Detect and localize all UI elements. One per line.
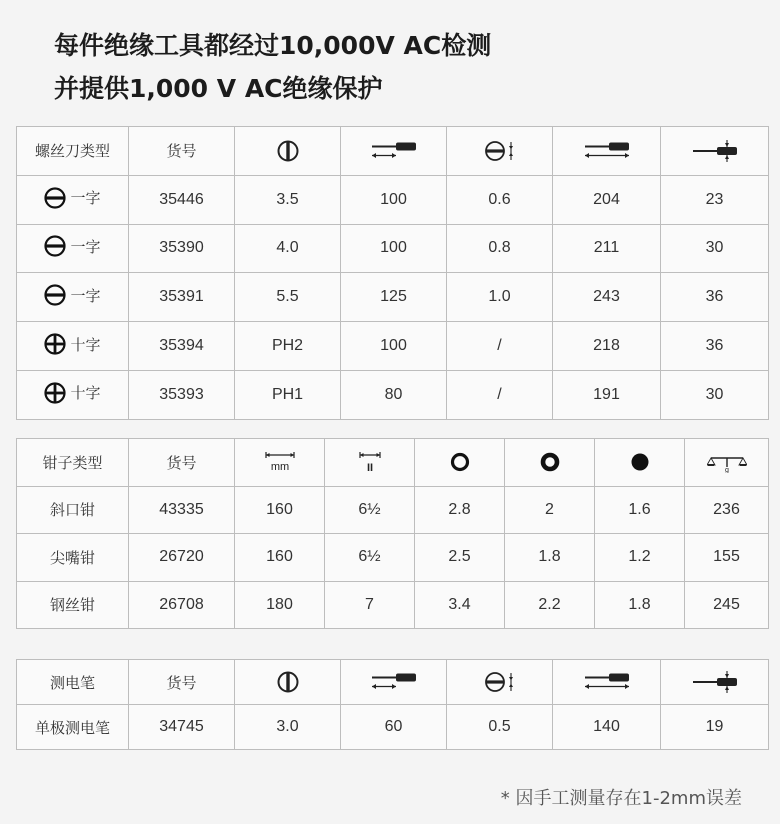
length-mm-header [235, 439, 325, 487]
tip-size-cell: 5.5 [235, 273, 341, 322]
blade-length-cell: 100 [341, 322, 447, 371]
screwdriver-type-cell [17, 224, 129, 273]
filled-circle-icon [629, 451, 651, 473]
handle-diameter-cell: 23 [661, 175, 769, 224]
blade-length-icon [370, 141, 418, 161]
length-mm-cell: 180 [235, 581, 325, 629]
tip-thickness-header [447, 127, 553, 176]
large-circle-cell: 2.8 [415, 486, 505, 534]
large-circle-icon [449, 451, 471, 473]
slotted-screwdriver-icon [44, 284, 66, 306]
tip-size-cell: PH2 [235, 322, 341, 371]
phillips-screwdriver-icon [44, 382, 66, 404]
item-number-header: 货号 [129, 660, 235, 705]
table-header-row [17, 660, 769, 705]
handle-diameter-cell: 30 [661, 370, 769, 419]
tip-thickness-cell: 0.6 [447, 175, 553, 224]
screwdriver-type-cell [17, 175, 129, 224]
pliers-type-cell: 尖嘴钳 [17, 534, 129, 582]
tip-thickness-header [447, 660, 553, 705]
table-row [17, 370, 769, 419]
item-number-cell: 35394 [129, 322, 235, 371]
screwdriver-type-cell [17, 322, 129, 371]
table-row [17, 581, 769, 629]
handle-diameter-cell: 19 [661, 705, 769, 750]
filled-circle-cell: 1.2 [595, 534, 685, 582]
handle-diameter-header [661, 660, 769, 705]
screwdriver-type [44, 284, 100, 306]
item-number-header: 货号 [129, 439, 235, 487]
tip-size-icon [276, 670, 300, 694]
weight-cell: 236 [685, 486, 769, 534]
blade-length-header [341, 127, 447, 176]
length-inch-cell: 6½ [325, 486, 415, 534]
handle-diameter-cell: 36 [661, 322, 769, 371]
medium-circle-cell: 1.8 [505, 534, 595, 582]
tip-thickness-cell: / [447, 322, 553, 371]
tip-size-cell: PH1 [235, 370, 341, 419]
table-row [17, 534, 769, 582]
weight-header [685, 439, 769, 487]
slotted-screwdriver-icon [44, 187, 66, 209]
length-mm-icon [260, 450, 300, 474]
length-inch-cell: 6½ [325, 534, 415, 582]
tester-type-cell: 单极测电笔 [17, 705, 129, 750]
screwdriver-type-label: 一字 [70, 286, 101, 305]
tip-thickness-cell: / [447, 370, 553, 419]
screwdriver-type [44, 333, 100, 355]
pliers-type-header: 钳子类型 [17, 439, 129, 487]
screwdriver-type [44, 382, 100, 404]
table-row [17, 175, 769, 224]
large-circle-header [415, 439, 505, 487]
total-length-icon [583, 672, 631, 692]
phillips-screwdriver-icon [44, 333, 66, 355]
tip-size-header [235, 660, 341, 705]
table-row [17, 273, 769, 322]
length-inch-icon [354, 450, 386, 474]
total-length-header [553, 127, 661, 176]
inch-unit-label: II [366, 462, 373, 475]
item-number-header: 货号 [129, 127, 235, 176]
blade-length-icon [370, 672, 418, 692]
tip-thickness-cell: 0.8 [447, 224, 553, 273]
item-number-cell: 35446 [129, 175, 235, 224]
tip-size-header [235, 127, 341, 176]
item-number-cell: 43335 [129, 486, 235, 534]
screwdriver-type-label: 一字 [70, 237, 101, 256]
table-header-row [17, 439, 769, 487]
large-circle-cell: 3.4 [415, 581, 505, 629]
item-number-cell: 34745 [129, 705, 235, 750]
blade-length-cell: 100 [341, 175, 447, 224]
weight-cell: 245 [685, 581, 769, 629]
screwdriver-type-label: 一字 [70, 189, 101, 208]
tip-size-cell: 3.5 [235, 175, 341, 224]
screwdriver-spec-table [16, 126, 769, 420]
tip-size-cell: 3.0 [235, 705, 341, 750]
filled-circle-cell: 1.6 [595, 486, 685, 534]
medium-circle-cell: 2.2 [505, 581, 595, 629]
item-number-cell: 26720 [129, 534, 235, 582]
heading-line-2: 并提供1,000 V AC绝缘保护 [54, 74, 383, 103]
table-row [17, 322, 769, 371]
tip-thickness-icon [484, 139, 516, 163]
blade-length-cell: 80 [341, 370, 447, 419]
handle-diameter-cell: 30 [661, 224, 769, 273]
heading-line-1: 每件绝缘工具都经过10,000V AC检测 [54, 31, 492, 60]
page-heading [54, 24, 491, 110]
blade-length-header [341, 660, 447, 705]
measurement-footnote: * 因手工测量存在1-2mm误差 [500, 788, 742, 809]
screwdriver-type [44, 235, 100, 257]
table-row [17, 486, 769, 534]
screwdriver-type-header: 螺丝刀类型 [17, 127, 129, 176]
total-length-cell: 191 [553, 370, 661, 419]
item-number-cell: 35391 [129, 273, 235, 322]
handle-diameter-icon [691, 140, 739, 162]
total-length-icon [583, 141, 631, 161]
screwdriver-type-label: 十字 [70, 384, 101, 403]
table-row [17, 705, 769, 750]
medium-circle-cell: 2 [505, 486, 595, 534]
total-length-header [553, 660, 661, 705]
medium-circle-header [505, 439, 595, 487]
total-length-cell: 204 [553, 175, 661, 224]
blade-length-cell: 60 [341, 705, 447, 750]
weight-scale-icon [707, 451, 747, 473]
screwdriver-type-cell [17, 273, 129, 322]
tester-type-header: 测电笔 [17, 660, 129, 705]
pliers-type-cell: 钢丝钳 [17, 581, 129, 629]
table-header-row [17, 127, 769, 176]
filled-circle-cell: 1.8 [595, 581, 685, 629]
screwdriver-type [44, 187, 100, 209]
length-inch-header [325, 439, 415, 487]
tip-thickness-cell: 1.0 [447, 273, 553, 322]
item-number-cell: 35393 [129, 370, 235, 419]
tip-size-cell: 4.0 [235, 224, 341, 273]
medium-circle-icon [539, 451, 561, 473]
length-mm-cell: 160 [235, 534, 325, 582]
filled-circle-header [595, 439, 685, 487]
screwdriver-type-cell [17, 370, 129, 419]
tip-thickness-icon [484, 670, 516, 694]
length-mm-cell: 160 [235, 486, 325, 534]
handle-diameter-icon [691, 671, 739, 693]
total-length-cell: 211 [553, 224, 661, 273]
table-row [17, 224, 769, 273]
tip-size-icon [276, 139, 300, 163]
blade-length-cell: 125 [341, 273, 447, 322]
weight-cell: 155 [685, 534, 769, 582]
screwdriver-type-label: 十字 [70, 335, 101, 354]
slotted-screwdriver-icon [44, 235, 66, 257]
mm-unit-label: mm [270, 461, 289, 474]
pliers-spec-table [16, 438, 769, 629]
blade-length-cell: 100 [341, 224, 447, 273]
length-inch-cell: 7 [325, 581, 415, 629]
gram-unit-label: g [724, 467, 729, 474]
total-length-cell: 218 [553, 322, 661, 371]
item-number-cell: 35390 [129, 224, 235, 273]
handle-diameter-header [661, 127, 769, 176]
total-length-cell: 140 [553, 705, 661, 750]
handle-diameter-cell: 36 [661, 273, 769, 322]
large-circle-cell: 2.5 [415, 534, 505, 582]
pliers-type-cell: 斜口钳 [17, 486, 129, 534]
item-number-cell: 26708 [129, 581, 235, 629]
voltage-tester-spec-table [16, 659, 769, 750]
tip-thickness-cell: 0.5 [447, 705, 553, 750]
total-length-cell: 243 [553, 273, 661, 322]
